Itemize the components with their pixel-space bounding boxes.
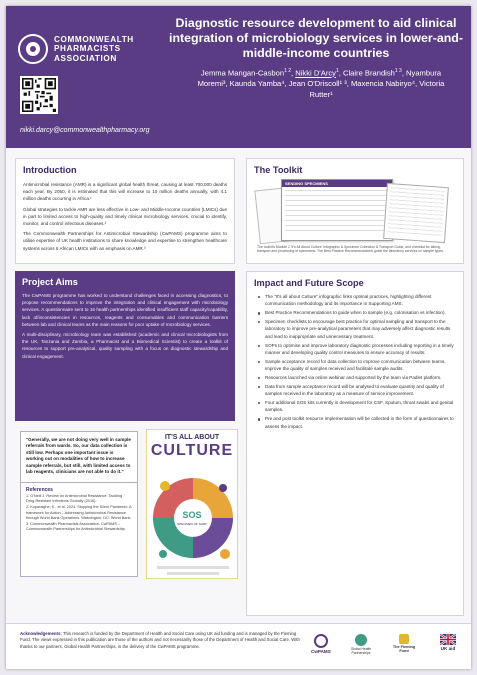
impact-bullet: The "It's all about Culture" infographic links optimal practices, highlighting different communication methodology and its importance in Supporting AMS. (261, 293, 456, 308)
impact-bullet: Sample acceptance record for data collection to improve communication between teams, improve the quality of samples received and facilitate sample audits. (261, 358, 456, 373)
references-heading: References (26, 487, 53, 493)
author-list: Jemma Mangan-Casbon$^{1 2}$, Nikki D'Arcy$^1$, Claire Brandish$^{1 3}$, Nyambura Moremi³, Kaunda Yamba⁴, Jean O'Driscoll¹ ³, Maxencia Nabiryo⁴, Victoria Rutter¹ (197, 68, 445, 99)
culture-infographic (146, 429, 238, 579)
logo-line-2: PHARMACISTS (54, 44, 121, 54)
reference-item: 2. Kuparaighe, K., et al. 2024. Stopping the Silent Pandemic: A framework for Action – Addressing Antimicrobial Resistance through World Bank Operations. Washington, DC: World Bank. (26, 505, 132, 520)
infographic-wheel (147, 462, 238, 579)
aims-paragraph: The CwPAMS programme has worked to understand challenges faced in accessing diagnostics, to propose recommendations to improve the integration and clinical engagement with microbiology services. A questionnaire sent to 16 health partnerships identified insufficient staff capacity/capability, lack of/inconsistencies in resources, reagents and consumables and communication barriers between lab and clinical teams as the main reasons for poor uptake of microbiology services. (22, 293, 228, 327)
impact-bullet: Specimen checklists to encourage best practice for optimal sampling and transport to the laboratory to improve pre-analytical parameters that may adversely affect diagnostic results and lead to inappropriate and unnecessary treatment. (261, 318, 456, 340)
intro-paragraph: The Commonwealth Partnerships for Antimicrobial Stewardship (CwPAMS) programme aims to utilise expertise of UK health institutions to share knowledge and expertise to strengthen healthcare systems across 6 African LMICs with an emphasis on AMR.³ (23, 231, 227, 251)
fleming-fund-icon (399, 634, 409, 644)
quote-text: "Generally, we are not doing very well in sample referrals from wards. So, our data collection is still low. Perhaps one important issue is working out on modalities of how to increase sample referrals, but still, with limited access to lab reagents, clinicians are not able to do it." (26, 437, 131, 475)
uk-aid-logo: UK aid (434, 634, 462, 651)
union-flag-icon (440, 634, 456, 645)
infographic-center-text: SOS (182, 510, 202, 520)
infographic-top-text: IT'S ALL ABOUT (164, 434, 220, 441)
impact-section (246, 271, 464, 616)
poster-header (6, 6, 471, 148)
introduction-section (15, 158, 235, 264)
cwpams-logo-icon (314, 634, 328, 648)
toolkit-doc-lines (285, 190, 389, 235)
reference-item: 3. Commonwealth Pharmacists Association. CwPAMS – Commonwealth Partnerships for Antimicrobial Stewardship. (26, 522, 126, 532)
poster (6, 6, 471, 669)
toolkit-section (246, 158, 464, 264)
intro-paragraph: Global strategies to tackle AMR are less effective in Low- and Middle-Income countries (LMICs) due in part to limited access to high-quality and timely clinical microbiology services, crucial to identify, monitor, and control infectious diseases.² (23, 206, 227, 227)
introduction-heading: Introduction (23, 165, 77, 175)
presenting-author: Nikki D'Arcy (295, 68, 336, 78)
cpa-logo (18, 34, 134, 64)
infographic-big-text: CULTURE (150, 442, 234, 459)
impact-bullet: Best Practice Recommendations to guide when to sample (e.g. colonisation vs infection). (261, 309, 456, 316)
reference-item: 1. O'Neill J. Review on Antimicrobial Resistance. Tackling Drug-Resistant Infections Globally (2016). (26, 494, 123, 504)
toolkit-doc-main (281, 179, 393, 241)
toolkit-heading: The Toolkit (254, 165, 303, 175)
toolkit-document-images (257, 179, 447, 241)
acknowledgements-text: This research is funded by the Department of Health and Social Care using UK aid funding and is managed by the Fleming Fund. The views expressed in this publication are those of the authors and not necessarily those of the Department of Health and Social Care. With thanks to our partners, Global Health Partnerships, in the delivery of the CwPAMS programme. (20, 631, 300, 649)
fleming-fund-logo: The Fleming Fund (391, 634, 417, 654)
logo-line-1: COMMONWEALTH (54, 34, 134, 44)
impact-bullet: SOPs to optimise and improve laboratory diagnostic processes including reporting in a timely manner and developing quality control measures to ensure accuracy of results. (261, 342, 456, 357)
logo-line-3: ASSOCIATION (54, 53, 117, 63)
toolkit-doc-header: SENDING SPECIMENS (282, 180, 392, 187)
impact-bullet-list (254, 293, 456, 430)
impact-bullet: Four additional SOS kits currently in development for CSF, Sputum, throat swabs and genital samples. (261, 399, 456, 414)
project-aims-section (15, 271, 235, 421)
impact-bullet: Data from sample acceptance record will be analysed to evaluate quantity and quality of samples received in the laboratory as a measure of service improvement. (261, 383, 456, 398)
intro-paragraph: Antimicrobial resistance (AMR) is a significant global health threat, causing at least 700,000 deaths each year. By 2050, it is estimated that this will increase to 10 million deaths annually, with 4.1 million deaths occurring in Africa.¹ (23, 182, 227, 202)
toolkit-caption: The toolkit's Module 2 'It's All About Culture' infographic & Specimen Collection & Transport Guide, and checklist for taking, transport and processing of specimens. The Best Practice Recommendations guide the laboratory services on sample types. (257, 245, 444, 254)
contact-email[interactable]: nikki.darcy@commonwealthpharmacy.org (20, 127, 150, 134)
project-aims-heading: Project Aims (22, 277, 78, 287)
poster-title: Diagnostic resource development to aid clinical integration of microbiology services in lower-and-middle-income countries (169, 16, 463, 60)
toolkit-doc-right (383, 183, 449, 243)
infographic-center-subtext: SPECIMEN OF SORT (177, 522, 207, 526)
acknowledgements (20, 631, 302, 650)
qr-code-icon[interactable] (20, 76, 58, 114)
cpa-logo-icon (18, 34, 48, 64)
references-box (20, 482, 138, 577)
cwpams-logo: CwPAMS (311, 634, 331, 654)
poster-footer (6, 623, 471, 669)
acknowledgements-label: Acknowledgements: (20, 631, 62, 636)
impact-bullet: Pre and post toolkit resource implementation will be collected in the form of questionnaires to assess the impact. (261, 415, 456, 430)
impact-bullet: Resources launched via online webinar and supported by the team via Padlet platform. (261, 374, 456, 381)
aims-paragraph: A multi-disciplinary, microbiology team was established (academic and clinical microbiologists from the UK, Tanzania and Zambia, a Pharmacist and a Biomedical Scientist) to create a toolkit of resources to support pre-analytical, quality sampling with a focus on diagnostic stewardship and clinical engagement. (22, 332, 228, 359)
globe-icon (355, 634, 367, 646)
qr-code-graphic (22, 78, 56, 112)
ghp-logo: Global Health Partnerships (346, 634, 376, 655)
impact-heading: Impact and Future Scope (254, 278, 364, 288)
